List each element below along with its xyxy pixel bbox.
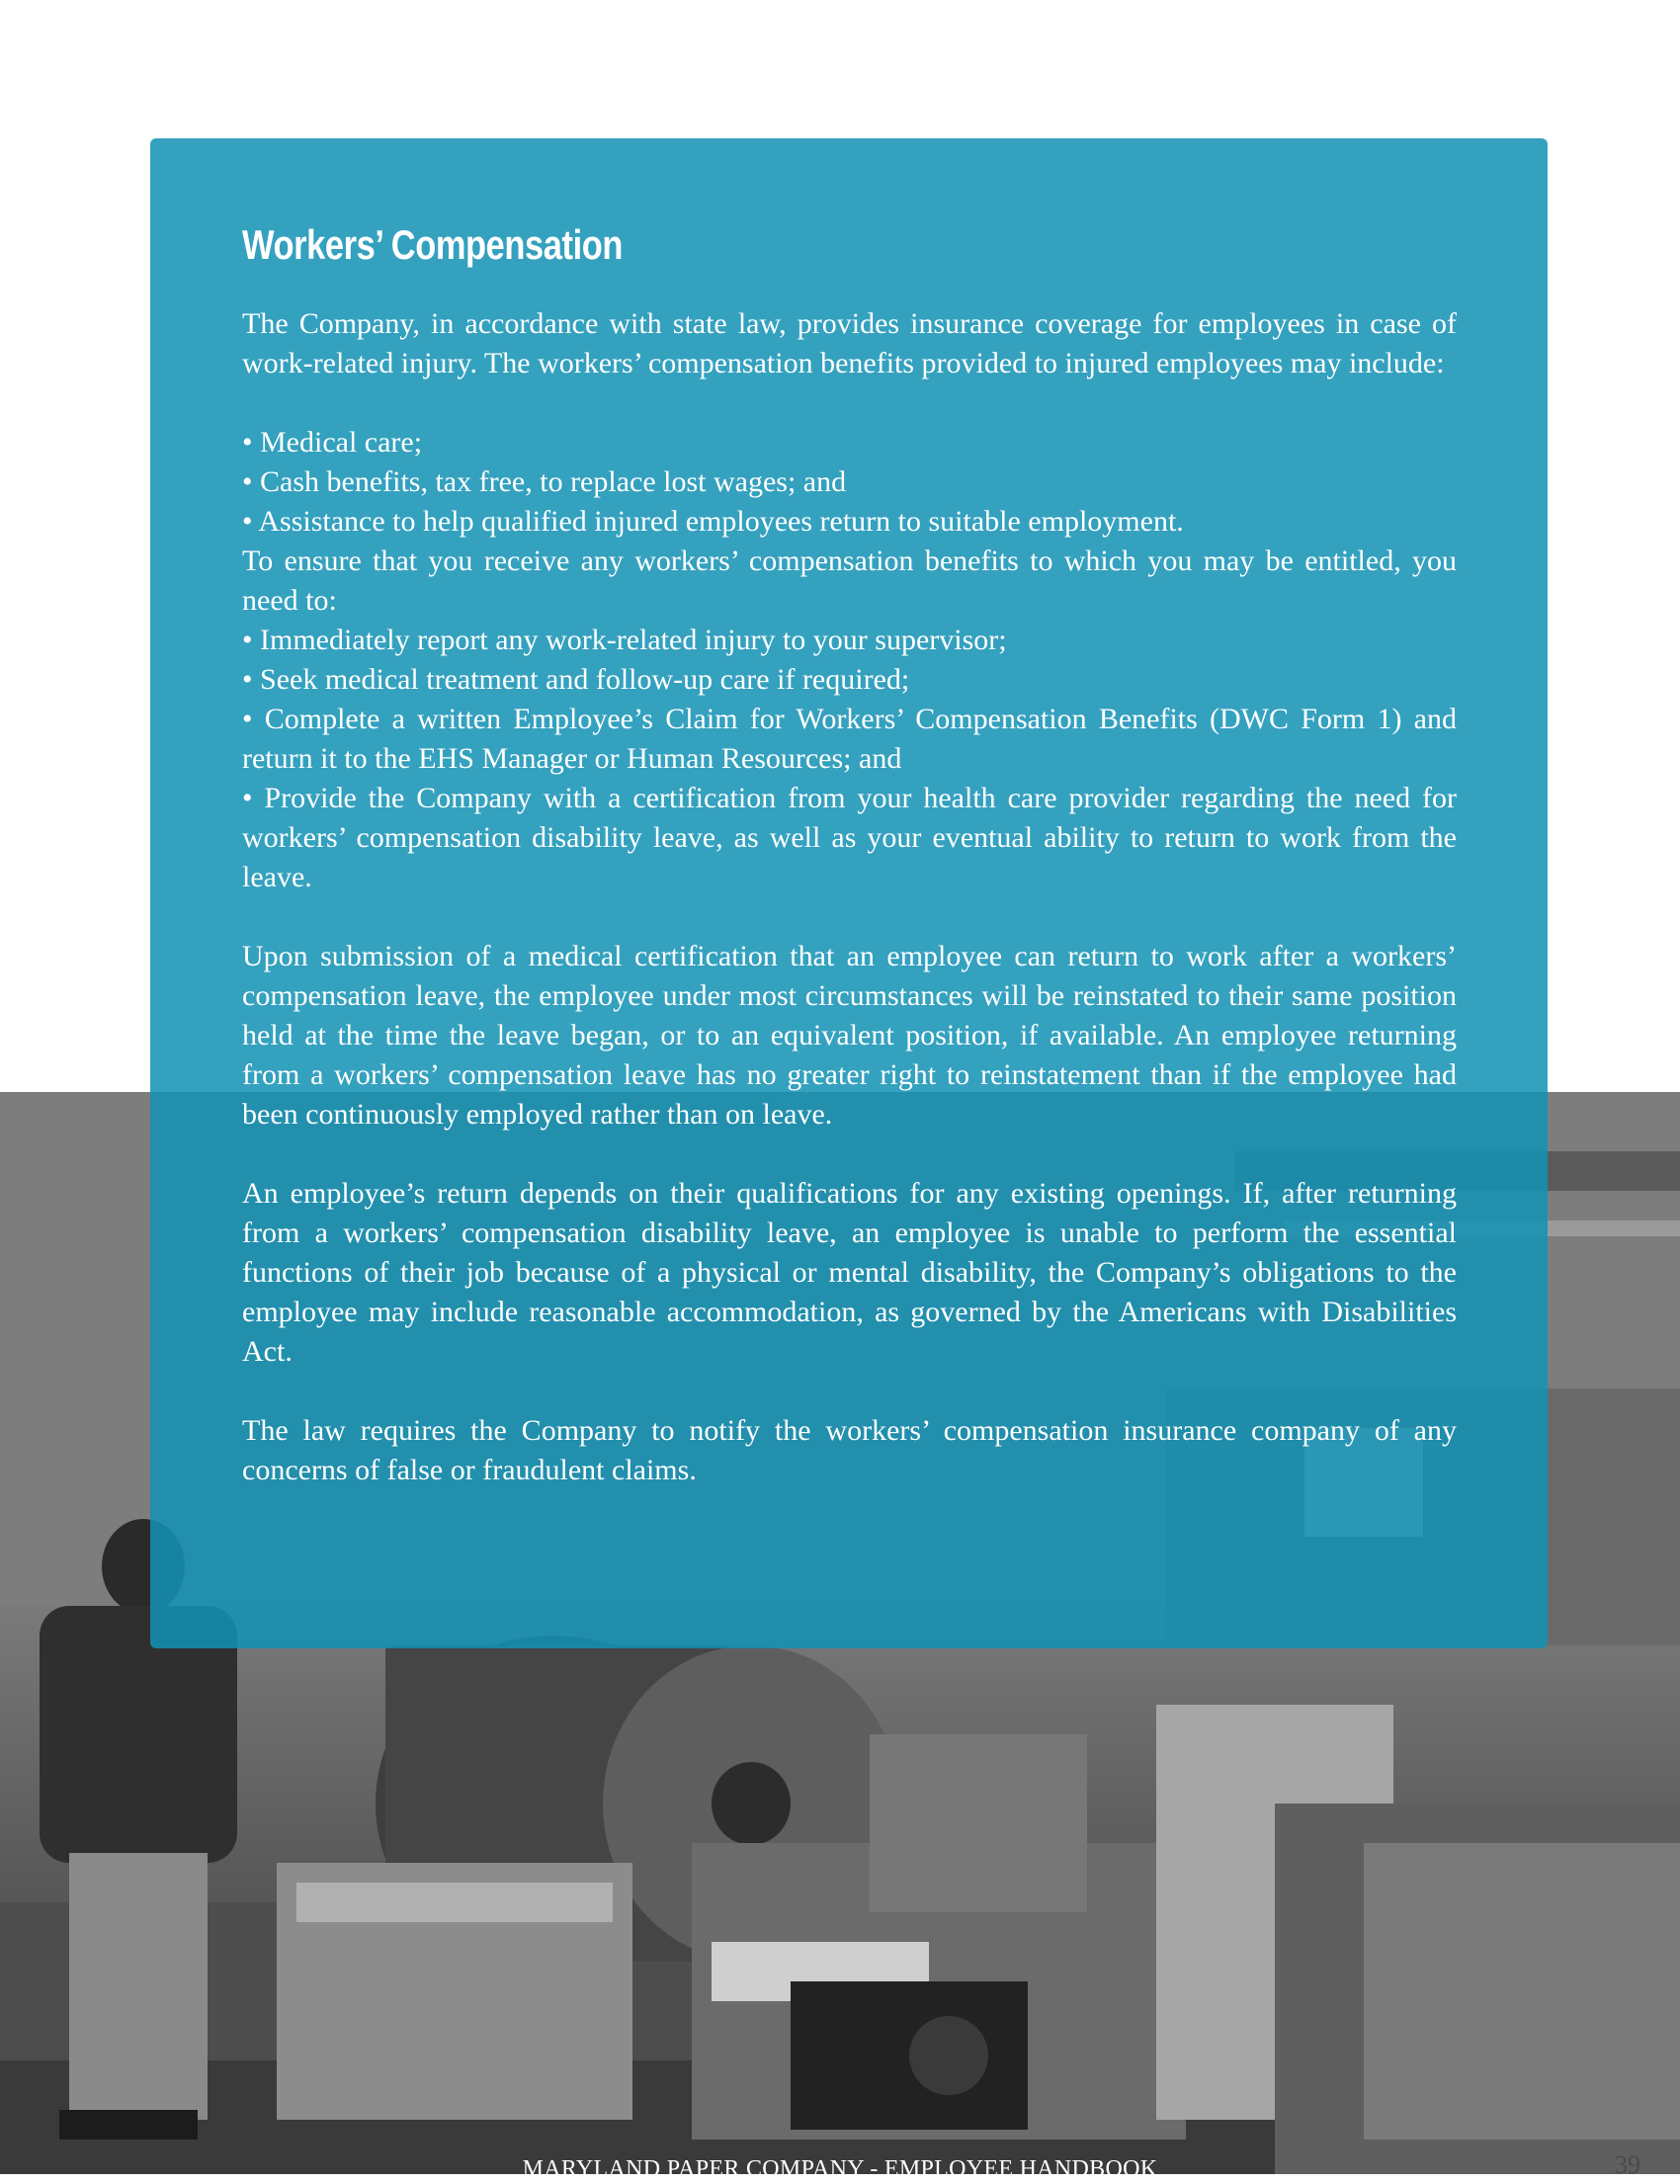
law-paragraph: The law requires the Company to notify the workers’ compensation insurance company of any concerns of false or fraudulent claims. <box>242 1414 1457 1486</box>
footer-title: MARYLAND PAPER COMPANY - EMPLOYEE HANDBOOK <box>522 2156 1158 2182</box>
content-panel <box>150 138 1548 1648</box>
benefit-item: • Cash benefits, tax free, to replace lost wages; and <box>242 465 847 498</box>
intro-paragraph: The Company, in accordance with state law, provides insurance coverage for employees in case of work-related injury. The workers’ compensation benefits provided to injured employees may include: <box>242 307 1457 379</box>
reinstatement-paragraph: Upon submission of a medical certification that an employee can return to work after a workers’ compensation leave, the employee under most circumstances will be reinstated to their same position held at the time the leave began, or to an equivalent position, if available. An employee returning from a workers’ compensation leave has no greater right to reinstatement than if the employee had been continuously employed rather than on leave. <box>242 940 1457 1131</box>
paragraph-gap <box>242 897 1457 937</box>
benefit-item: • Assistance to help qualified injured employees return to suitable employment. <box>242 505 1184 538</box>
return-paragraph: An employee’s return depends on their qualifications for any existing openings. If, after returning from a workers’ compensation disability leave, an employee is unable to perform the essential functions of their job because of a physical or mental disability, the Company’s obligations to the employee may include reasonable accommodation, as governed by the Americans with Disabilities Act. <box>242 1177 1457 1368</box>
step-item: • Seek medical treatment and follow-up care if required; <box>242 663 910 696</box>
ensure-paragraph: To ensure that you receive any workers’ compensation benefits to which you may be entitled, you need to: <box>242 545 1457 617</box>
step-item: • Provide the Company with a certification from your health care provider regarding the need for workers’ compensation disability leave, as well as your eventual ability to return to work from the leave. <box>242 782 1457 893</box>
paragraph-gap <box>242 1372 1457 1411</box>
section-body <box>242 304 1457 1490</box>
paragraph-gap <box>242 1134 1457 1174</box>
page-number: 39 <box>1615 2150 1640 2179</box>
step-item: • Immediately report any work-related injury to your supervisor; <box>242 624 1007 656</box>
step-item: • Complete a written Employee’s Claim for Workers’ Compensation Benefits (DWC Form 1) and return it to the EHS Manager or Human Resources; and <box>242 703 1457 775</box>
benefit-item: • Medical care; <box>242 426 423 459</box>
paragraph-gap <box>242 383 1457 423</box>
page-title: Workers’ Compensation <box>242 221 624 268</box>
